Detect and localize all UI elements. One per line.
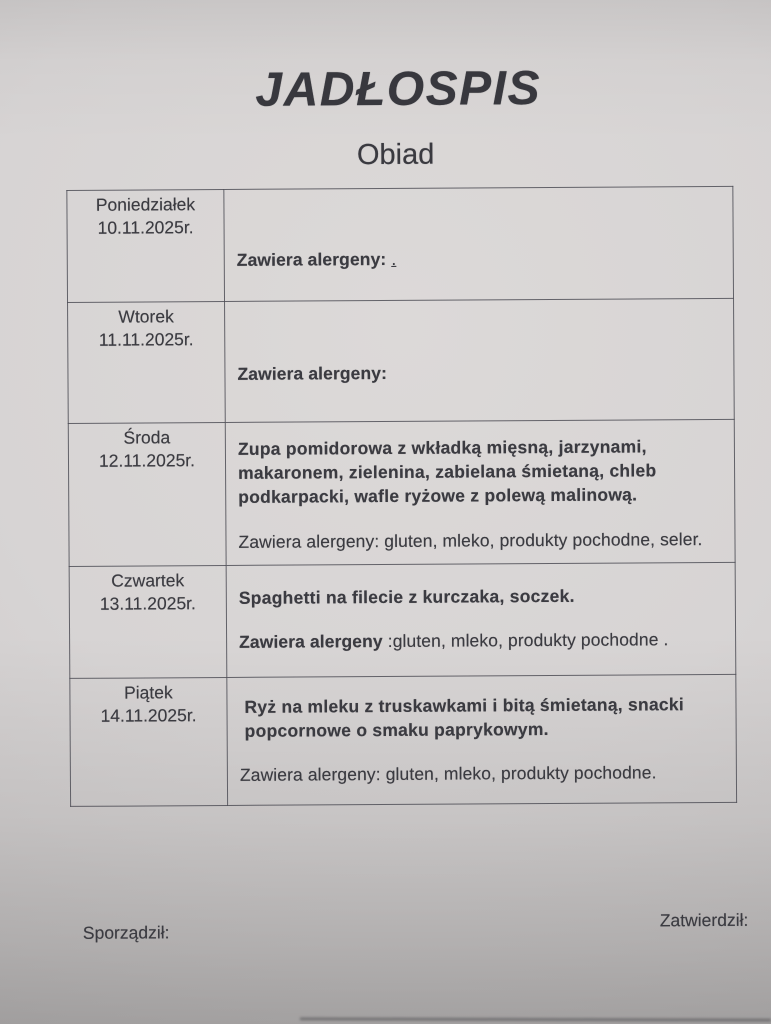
allergens-label: Zawiera alergeny: xyxy=(239,764,381,785)
day-name: Wtorek xyxy=(118,306,174,327)
day-name: Piątek xyxy=(124,682,173,703)
document-subtitle: Obiad xyxy=(356,138,435,172)
day-cell xyxy=(68,422,226,566)
day-name: Środa xyxy=(123,427,171,448)
table-row-friday xyxy=(70,674,737,806)
allergens-value: gluten, mleko, produkty pochodne. xyxy=(385,762,657,785)
day-date: 13.11.2025r. xyxy=(99,593,196,614)
day-name: Poniedziałek xyxy=(95,194,196,215)
day-name: Czwartek xyxy=(111,570,185,591)
day-date: 11.11.2025r. xyxy=(98,329,194,350)
allergens-label: Zawiera alergeny: xyxy=(236,248,387,270)
meal-cell xyxy=(225,419,735,565)
menu-table xyxy=(66,186,737,807)
meal-cell xyxy=(226,562,736,677)
allergens-value: . xyxy=(391,248,397,269)
allergens-label: Zawiera alergeny xyxy=(239,631,383,652)
allergens-line xyxy=(239,627,727,654)
allergens-line xyxy=(237,359,725,386)
day-cell xyxy=(70,677,228,806)
meal-cell xyxy=(227,674,737,805)
allergens-line xyxy=(237,245,725,272)
table-row-monday xyxy=(67,186,734,302)
table-row-tuesday xyxy=(68,298,735,423)
meal-text: Ryż na mleku z truskawkami i bitą śmietaną, snacki popcornowe o smaku paprykowym. xyxy=(244,694,685,741)
meal-cell xyxy=(225,298,735,422)
day-date: 12.11.2025r. xyxy=(98,450,196,471)
allergens-label: Zawiera alergeny: xyxy=(238,531,380,552)
table-row-thursday xyxy=(69,562,736,678)
allergens-value: :gluten, mleko, produkty pochodne . xyxy=(387,629,669,651)
meal-text: Spaghetti na filecie z kurczaka, soczek. xyxy=(238,585,575,608)
meal-text: Zupa pomidorowa z wkładką mięsną, jarzynami, makaronem, zielenina, zabielana śmietaną, chleb podkarpacki, wafle ryżowe z polewą malinową. xyxy=(237,436,657,507)
table-row-wednesday xyxy=(68,419,735,566)
allergens-value: gluten, mleko, produkty pochodne, seler. xyxy=(384,529,703,552)
allergens-label: Zawiera alergeny: xyxy=(237,362,388,384)
day-cell xyxy=(67,189,225,302)
day-date: 14.11.2025r. xyxy=(100,705,197,726)
allergens-line xyxy=(240,760,728,787)
meal-text xyxy=(236,187,724,190)
day-date: 10.11.2025r. xyxy=(97,217,194,238)
day-cell xyxy=(69,565,227,678)
meal-cell xyxy=(224,186,734,301)
allergens-line xyxy=(238,527,726,554)
prepared-by-label: Sporządził: xyxy=(82,922,170,943)
day-cell xyxy=(68,301,226,423)
document-title: JADŁOSPIS xyxy=(255,62,542,117)
approved-by-label: Zatwierdził: xyxy=(659,909,749,931)
